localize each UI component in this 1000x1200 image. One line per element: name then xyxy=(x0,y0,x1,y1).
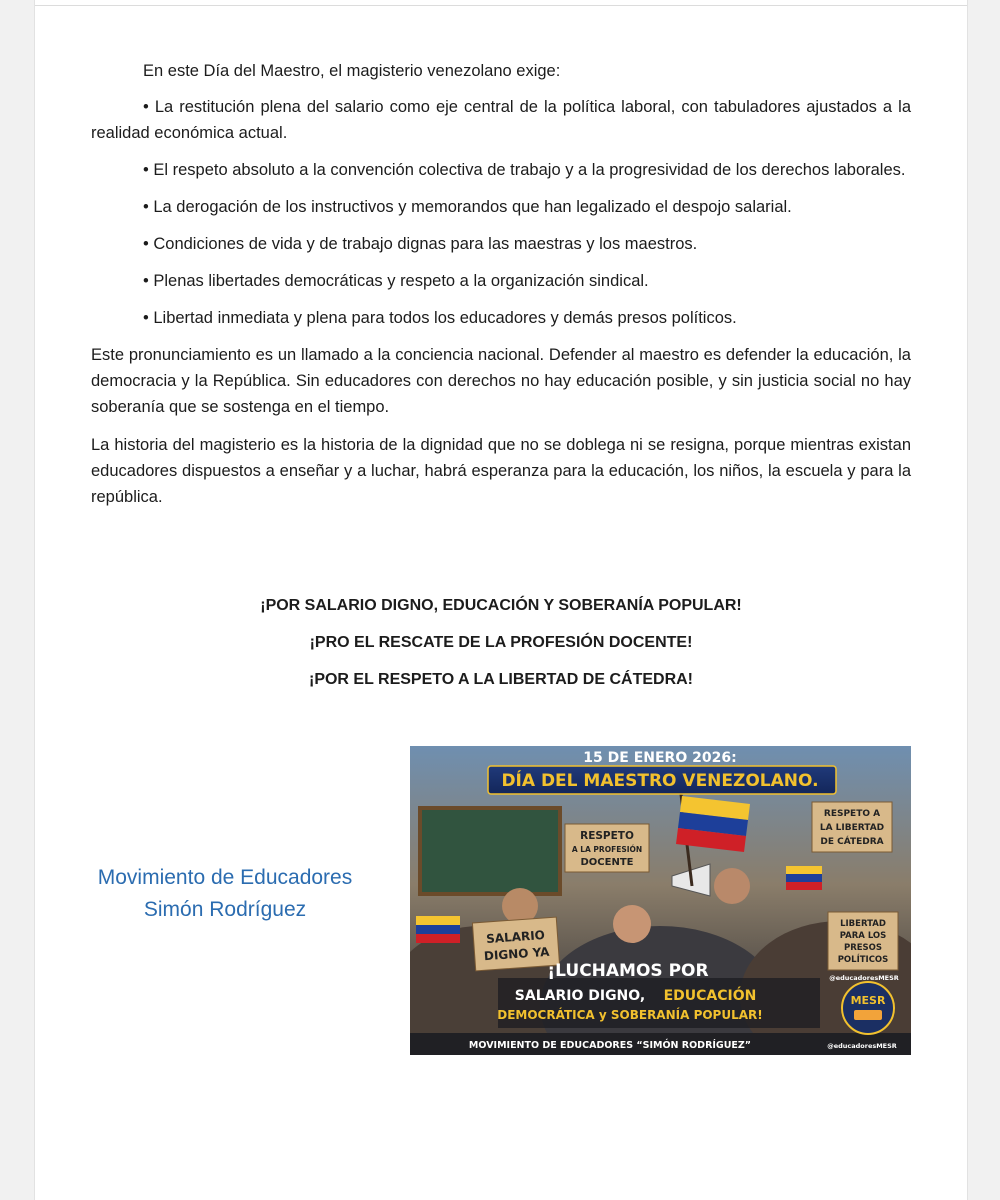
poster-footer: MOVIMIENTO DE EDUCADORES “SIMÓN RODRÍGUEZ” xyxy=(468,1040,752,1051)
slogan-line: ¡POR SALARIO DIGNO, EDUCACIÓN Y SOBERANÍA POPULAR! xyxy=(260,597,742,614)
poster-title: DÍA DEL MAESTRO VENEZOLANO. xyxy=(501,771,819,791)
sign-text: A LA PROFESIÓN xyxy=(571,845,643,854)
poster-image xyxy=(410,746,911,1055)
body-paragraph: La historia del magisterio es la historia de la dignidad que no se doblega ni se resigna, porque mientras existan educadores dispuestos a enseñar y a luchar, habrá esperanza para la educación, los niños, la escuela y para la república. xyxy=(91,436,911,506)
sign-text: PRESOS xyxy=(843,943,883,953)
mesr-logo xyxy=(842,982,894,1034)
logo-book-icon xyxy=(854,1010,882,1020)
demand-item: • La restitución plena del salario como eje central de la política laboral, con tabuladores ajustados a la realidad económica actual. xyxy=(91,98,911,142)
sign-text: PARA LOS xyxy=(839,931,887,941)
venezuela-flag-icon xyxy=(416,916,460,943)
sign-text: DIGNO YA xyxy=(483,944,550,964)
social-handle: @educadoresMESR xyxy=(827,1042,897,1050)
social-handle: @educadoresMESR xyxy=(829,974,899,982)
organization-signature xyxy=(75,862,375,926)
slogan-line: ¡POR EL RESPETO A LA LIBERTAD DE CÁTEDRA! xyxy=(308,671,693,688)
poster-slogan: DEMOCRÁTICA y SOBERANÍA POPULAR! xyxy=(497,1008,763,1022)
logo-text: MESR xyxy=(850,994,886,1007)
slogans-block xyxy=(35,592,967,703)
protester-face xyxy=(714,868,750,904)
top-divider xyxy=(35,5,967,6)
protester-face xyxy=(613,905,651,943)
sign-text: POLÍTICOS xyxy=(837,955,889,965)
intro-paragraph: En este Día del Maestro, el magisterio venezolano exige: xyxy=(143,62,561,80)
poster-slogan: EDUCACIÓN xyxy=(663,988,757,1004)
sign-text: SALARIO xyxy=(485,927,546,947)
sign-text: LIBERTAD xyxy=(840,919,886,929)
body-paragraph: Este pronunciamiento es un llamado a la conciencia nacional. Defender al maestro es defender la educación, la democracia y la República. Sin educadores con derechos no hay educación posible, y sin justicia social no hay soberanía que se sostenga en el tiempo. xyxy=(91,346,911,416)
sign-text: RESPETO xyxy=(580,830,634,842)
demand-item: • Plenas libertades democráticas y respeto a la organización sindical. xyxy=(143,272,649,290)
poster-luchamos: ¡LUCHAMOS POR xyxy=(547,961,709,981)
venezuela-flag-icon xyxy=(786,866,822,890)
sign-text: RESPETO A xyxy=(823,809,881,819)
sign-text: DE CÁTEDRA xyxy=(820,837,884,847)
slogan-line: ¡PRO EL RESCATE DE LA PROFESIÓN DOCENTE! xyxy=(309,634,693,651)
demand-item: • Condiciones de vida y de trabajo dignas para las maestras y los maestros. xyxy=(143,235,698,253)
document-page xyxy=(34,0,968,1200)
demand-item: • El respeto absoluto a la convención colectiva de trabajo y a la progresividad de los derechos laborales. xyxy=(143,161,906,179)
sign-text: DOCENTE xyxy=(580,857,634,868)
poster-slogan: SALARIO DIGNO, xyxy=(514,988,646,1004)
demand-item: • Libertad inmediata y plena para todos los educadores y demás presos políticos. xyxy=(143,309,737,327)
poster-date: 15 DE ENERO 2026: xyxy=(583,750,737,766)
document-body xyxy=(91,58,911,522)
signature-line: Movimiento de Educadores xyxy=(97,866,353,889)
signature-line: Simón Rodríguez xyxy=(143,898,307,921)
venezuela-flag-icon xyxy=(676,796,750,852)
demand-item: • La derogación de los instructivos y memorandos que han legalizado el despojo salarial. xyxy=(143,198,792,216)
sign-text: LA LIBERTAD xyxy=(819,823,885,833)
chalkboard xyxy=(420,808,560,894)
